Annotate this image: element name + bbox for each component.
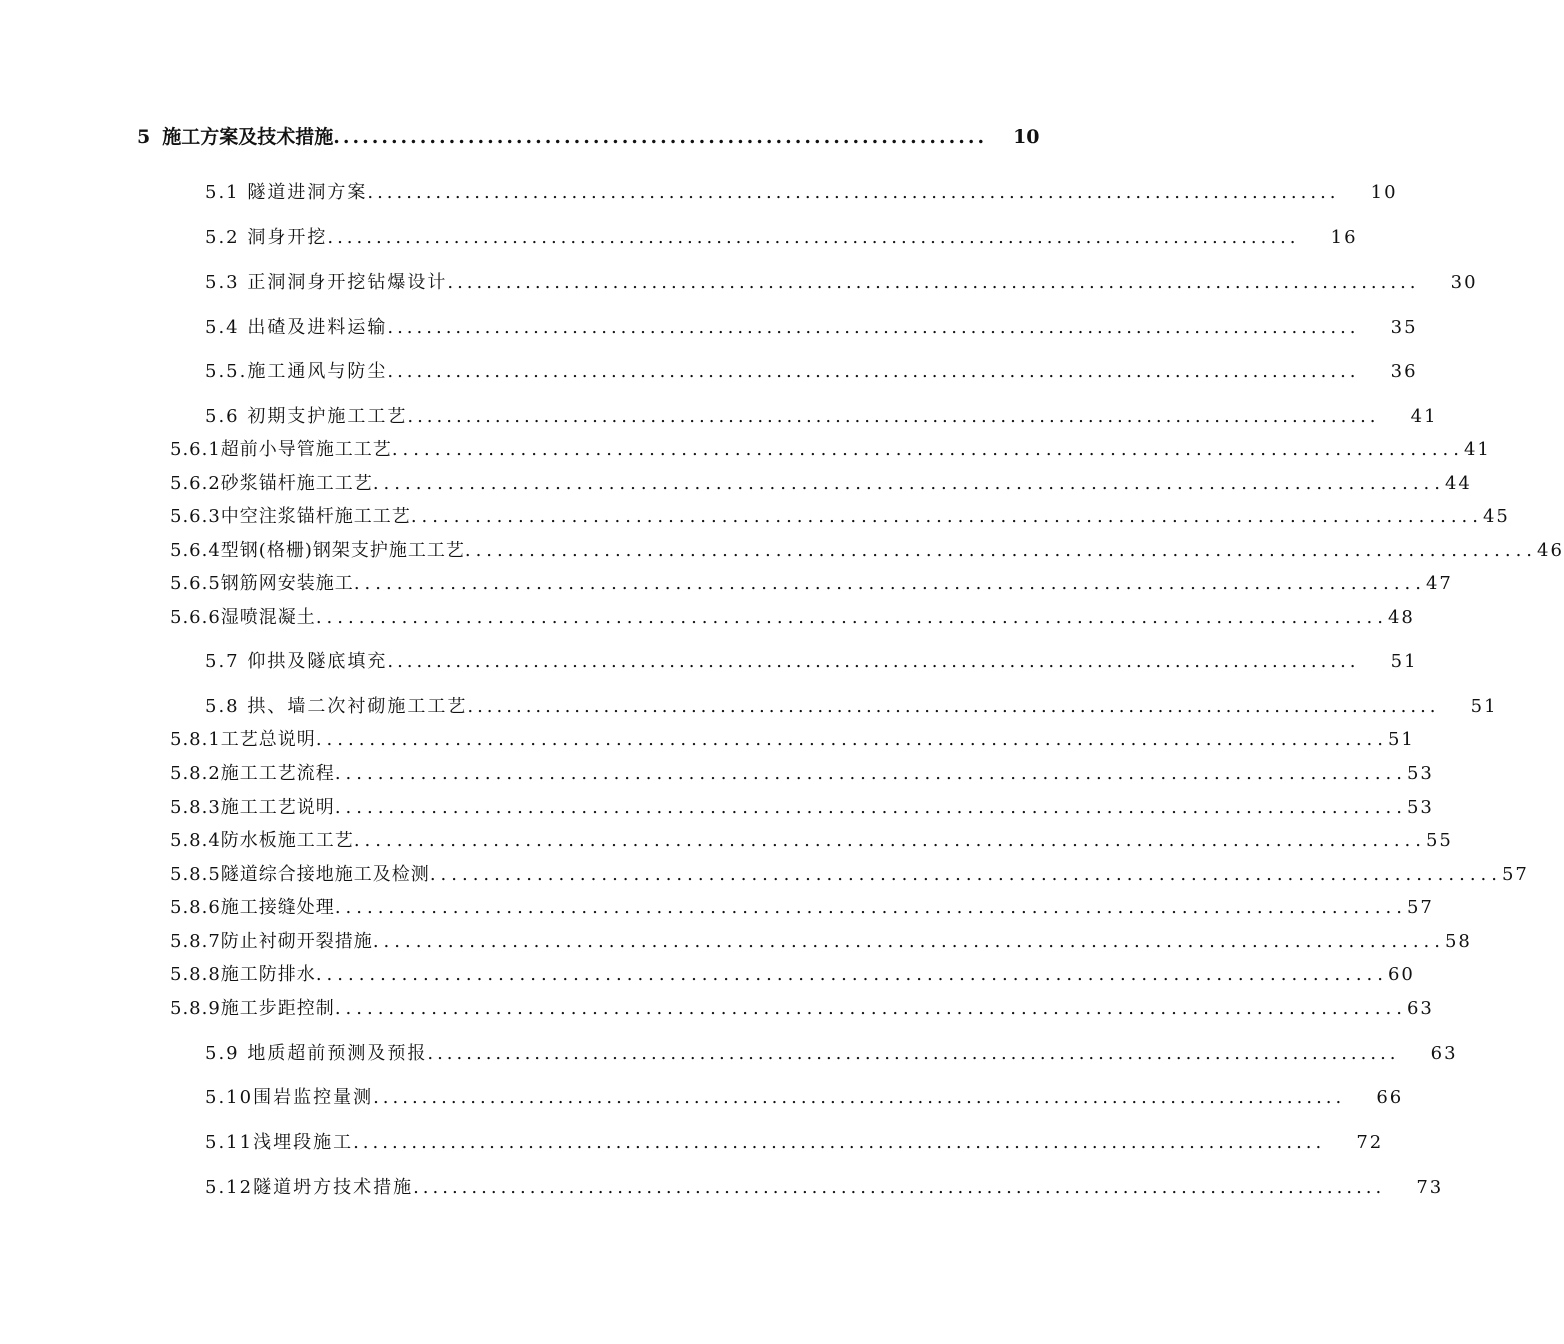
toc-entry-label: 5.8.2施工工艺流程 — [170, 763, 335, 784]
toc-entry-row[interactable] — [170, 893, 1434, 919]
toc-entry-page: 53 — [1406, 763, 1434, 784]
toc-entry-page: 58 — [1444, 931, 1472, 952]
toc-entry-label: 5.3 正洞洞身开挖钻爆设计 — [205, 272, 448, 293]
toc-entry-row[interactable] — [205, 1039, 1458, 1065]
toc-dot-leader: .................................................................................................... — [447, 272, 1420, 293]
toc-entry-label: 5.10围岩监控量测 — [205, 1087, 374, 1108]
toc-entry-page: 57 — [1501, 864, 1529, 885]
toc-entry-page: 47 — [1425, 573, 1453, 594]
toc-entry-label: 5.6.6湿喷混凝土 — [170, 607, 316, 628]
toc-dot-leader: .................................................................................................... — [334, 897, 1407, 918]
toc-entry-row[interactable] — [170, 860, 1529, 886]
toc-entry-page: 35 — [1390, 317, 1418, 338]
toc-dot-leader: .................................................................................................... — [334, 998, 1407, 1019]
toc-entry-page: 41 — [1463, 439, 1491, 460]
toc-entry-label: 5.8.6施工接缝处理 — [170, 897, 335, 918]
toc-entry-page: 46 — [1537, 540, 1564, 561]
toc-entry-row[interactable] — [170, 469, 1472, 495]
toc-entry-label: 5.6.1超前小导管施工工艺 — [170, 439, 392, 460]
toc-dot-leader: .................................................................................................... — [387, 361, 1360, 382]
toc-entry-row[interactable] — [170, 435, 1491, 461]
toc-dot-leader: .................................................................................................... — [327, 227, 1300, 248]
toc-entry-label: 5.9 地质超前预测及预报 — [205, 1043, 428, 1064]
toc-entry-row[interactable] — [170, 826, 1453, 852]
toc-dot-leader: .................................................................................................... — [413, 1177, 1386, 1198]
toc-dot-leader: .................................................................................................... — [372, 931, 1445, 952]
toc-entry-page: 63 — [1406, 998, 1434, 1019]
toc-entry-page: 48 — [1387, 607, 1415, 628]
toc-entry-label: 5.8.7防止衬砌开裂措施 — [170, 931, 373, 952]
toc-dot-leader: .................................................................................................... — [387, 651, 1360, 672]
toc-entry-row[interactable] — [205, 357, 1418, 383]
toc-entry-row[interactable] — [205, 223, 1358, 249]
toc-entry-row[interactable] — [170, 502, 1510, 528]
toc-dot-leader: .................................................................................................... — [372, 473, 1445, 494]
toc-entry-row[interactable] — [205, 1173, 1444, 1199]
toc-entry-label: 5.6 初期支护施工工艺 — [205, 406, 408, 427]
toc-entry-row[interactable] — [205, 313, 1418, 339]
toc-dot-leader: .................................................................................................... — [315, 729, 1388, 750]
toc-entry-page: 55 — [1425, 830, 1453, 851]
toc-entry-page: 63 — [1430, 1043, 1458, 1064]
toc-dot-leader: .................................................................................................... — [315, 964, 1388, 985]
toc-dot-leader: .................................................................................................... — [315, 607, 1388, 628]
toc-entry-label: 5.5.施工通风与防尘 — [205, 361, 388, 382]
toc-dot-leader: .................................................................................................... — [467, 696, 1440, 717]
toc-entry-row[interactable] — [170, 994, 1434, 1020]
toc-dot-leader: .................................................................................................... — [353, 1132, 1326, 1153]
toc-entry-label: 5.8.9施工步距控制 — [170, 998, 335, 1019]
toc-entry-label: 5.12隧道坍方技术措施 — [205, 1177, 414, 1198]
toc-chapter-title: 施工方案及技术措施 — [162, 126, 334, 148]
toc-entry-page: 51 — [1387, 729, 1415, 750]
toc-entry-row[interactable] — [170, 793, 1434, 819]
toc-entry-label: 5.1 隧道进洞方案 — [205, 182, 368, 203]
toc-entry-page: 10 — [1370, 182, 1398, 203]
toc-entry-label: 5.2 洞身开挖 — [205, 227, 328, 248]
toc-dot-leader: .................................................................................................... — [334, 763, 1407, 784]
toc-entry-page: 73 — [1416, 1177, 1444, 1198]
toc-dot-leader: .................................................................................................... — [353, 573, 1426, 594]
toc-chapter-page: 10 — [1013, 126, 1040, 148]
toc-dot-leader: .................................................................................................... — [407, 406, 1380, 427]
toc-entry-row[interactable] — [170, 725, 1415, 751]
toc-entry-row[interactable] — [205, 692, 1498, 718]
toc-entry-label: 5.8 拱、墙二次衬砌施工工艺 — [205, 696, 468, 717]
toc-dot-leader: .................................................................................................... — [387, 317, 1360, 338]
toc-entry-page: 72 — [1356, 1132, 1384, 1153]
toc-entry-row[interactable] — [170, 569, 1453, 595]
toc-dot-leader: .................................................................................................... — [391, 439, 1464, 460]
toc-entry-page: 45 — [1482, 506, 1510, 527]
toc-entry-row[interactable] — [170, 536, 1564, 562]
toc-entry-page: 41 — [1410, 406, 1438, 427]
toc-entry-page: 51 — [1470, 696, 1498, 717]
toc-entry-label: 5.6.5钢筋网安装施工 — [170, 573, 354, 594]
toc-dot-leader: .................................................................................................... — [410, 506, 1483, 527]
toc-entry-row[interactable] — [205, 178, 1398, 204]
toc-entry-page: 44 — [1444, 473, 1472, 494]
toc-dot-leader: .................................................................................................... — [429, 864, 1502, 885]
toc-entry-row[interactable] — [205, 1128, 1384, 1154]
toc-entry-label: 5.7 仰拱及隧底填充 — [205, 651, 388, 672]
toc-entry-label: 5.8.5隧道综合接地施工及检测 — [170, 864, 430, 885]
toc-entry-row[interactable] — [205, 647, 1418, 673]
toc-dot-leader: .................................................................................................... — [334, 797, 1407, 818]
toc-chapter-number: 5 — [137, 126, 151, 148]
toc-entry-label: 5.8.1工艺总说明 — [170, 729, 316, 750]
toc-entry-label: 5.4 出碴及进料运输 — [205, 317, 388, 338]
toc-entry-page: 51 — [1390, 651, 1418, 672]
toc-entry-page: 36 — [1390, 361, 1418, 382]
toc-entry-label: 5.8.8施工防排水 — [170, 964, 316, 985]
toc-entry-label: 5.6.2砂浆锚杆施工工艺 — [170, 473, 373, 494]
toc-entry-page: 66 — [1376, 1087, 1404, 1108]
toc-entry-page: 57 — [1406, 897, 1434, 918]
toc-entry-label: 5.11浅埋段施工 — [205, 1132, 354, 1153]
toc-entry-page: 30 — [1450, 272, 1478, 293]
toc-entry-label: 5.8.3施工工艺说明 — [170, 797, 335, 818]
toc-entry-row[interactable] — [205, 268, 1478, 294]
toc-entry-row[interactable] — [170, 759, 1434, 785]
toc-entry-page: 53 — [1406, 797, 1434, 818]
toc-dot-leader: .................................................................................................... — [464, 540, 1538, 561]
toc-entry-row[interactable] — [170, 960, 1415, 986]
toc-dot-leader: .................................................................................................... — [373, 1087, 1346, 1108]
toc-entry-row[interactable] — [205, 402, 1438, 428]
toc-dot-leader: .................................................................... — [333, 126, 988, 148]
toc-chapter-row[interactable] — [137, 122, 1040, 149]
toc-entry-row[interactable] — [170, 927, 1472, 953]
toc-dot-leader: .................................................................................................... — [427, 1043, 1400, 1064]
toc-entry-page: 16 — [1330, 227, 1358, 248]
toc-entry-row[interactable] — [205, 1083, 1404, 1109]
toc-dot-leader: .................................................................................................... — [367, 182, 1340, 203]
toc-entry-label: 5.6.4型钢(格栅)钢架支护施工工艺 — [170, 540, 465, 561]
toc-dot-leader: .................................................................................................... — [353, 830, 1426, 851]
toc-entry-row[interactable] — [170, 603, 1415, 629]
toc-entry-label: 5.8.4防水板施工工艺 — [170, 830, 354, 851]
toc-entry-label: 5.6.3中空注浆锚杆施工工艺 — [170, 506, 411, 527]
toc-entry-page: 60 — [1387, 964, 1415, 985]
